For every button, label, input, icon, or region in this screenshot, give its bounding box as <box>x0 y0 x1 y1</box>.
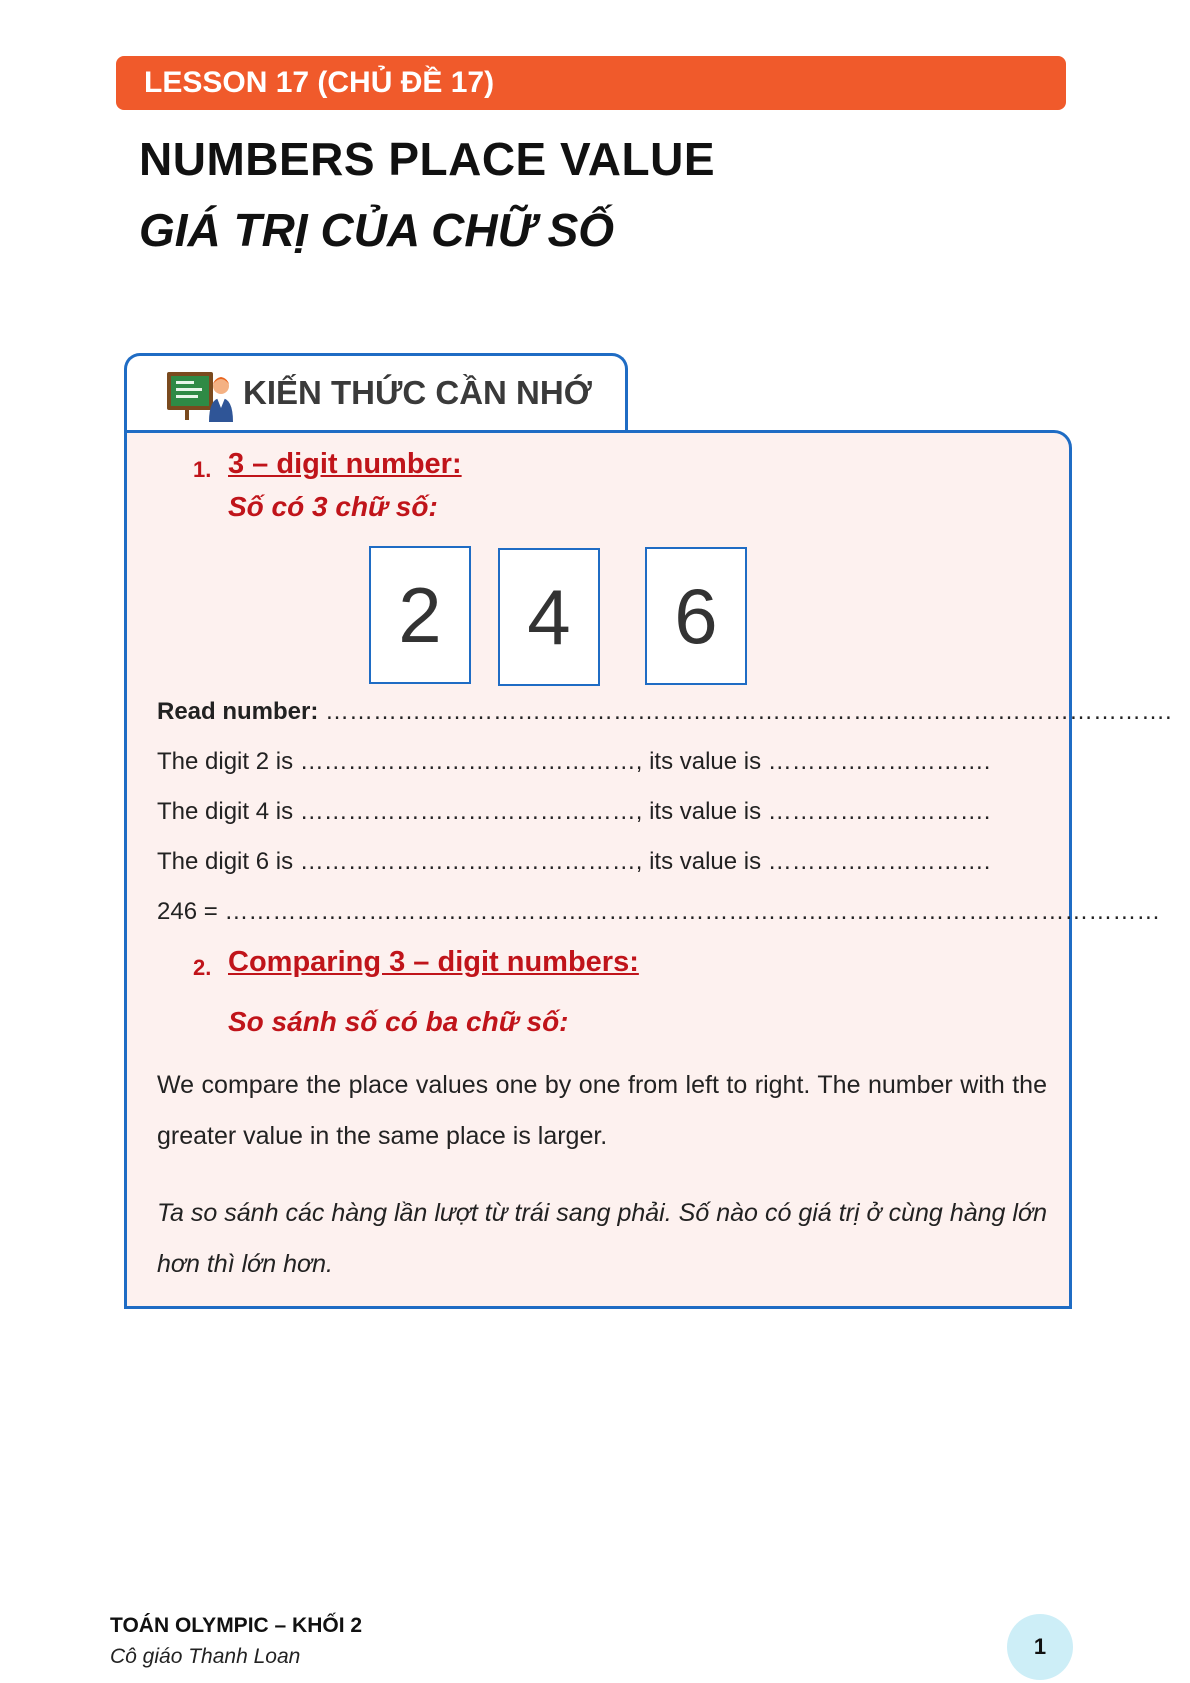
knowledge-card <box>124 430 1172 1309</box>
digit-line: The digit 4 is ……………………………………, its value is ………………………. <box>157 798 991 825</box>
knowledge-title: KIẾN THỨC CẦN NHỚ <box>243 374 592 411</box>
section-2-number: 2. <box>193 955 212 980</box>
page-title: NUMBERS PLACE VALUE <box>139 133 716 185</box>
lesson-label: LESSON 17 (CHỦ ĐỀ 17) <box>144 66 495 99</box>
digit-box-tens: 4 <box>498 548 600 686</box>
digit-line: The digit 6 is ……………………………………, its value is ………………………. <box>157 848 991 875</box>
section-2-subheading: So sánh số có ba chữ số: <box>228 1006 569 1037</box>
knowledge-tab <box>124 353 628 434</box>
read-number-line <box>157 698 1172 726</box>
section-1-number: 1. <box>193 457 212 482</box>
section-2-heading: Comparing 3 – digit numbers: <box>228 946 639 978</box>
teacher-board-icon <box>165 368 237 424</box>
read-number-label: Read number: <box>157 698 319 725</box>
digit-box-ones: 6 <box>645 547 747 685</box>
comparison-text-english: We compare the place values one by one from left to right. The number with the greater value in the same place is larger. <box>157 1071 1047 1150</box>
footer-teacher: Cô giáo Thanh Loan <box>110 1645 301 1668</box>
section-1-heading: 3 – digit number: <box>228 448 462 480</box>
expansion-line: 246 = ……………………………………………………………………………………………………… <box>157 898 1161 925</box>
page-title-vietnamese: GIÁ TRỊ CỦA CHỮ SỐ <box>139 204 615 256</box>
read-number-blank: ……………………………………………………………………………………………. <box>318 698 1172 725</box>
section-1-subheading: Số có 3 chữ số: <box>228 491 438 522</box>
digit-line: The digit 2 is ……………………………………, its value is ………………………. <box>157 748 991 775</box>
comparison-text-vietnamese: Ta so sánh các hàng lần lượt từ trái sang phải. Số nào có giá trị ở cùng hàng lớn hơn thì lớn hơn. <box>157 1199 1047 1278</box>
lesson-banner <box>116 56 1066 110</box>
footer-course: TOÁN OLYMPIC – KHỐI 2 <box>110 1614 363 1637</box>
page-number-badge: 1 <box>1007 1614 1073 1680</box>
digit-box-hundreds: 2 <box>369 546 471 684</box>
